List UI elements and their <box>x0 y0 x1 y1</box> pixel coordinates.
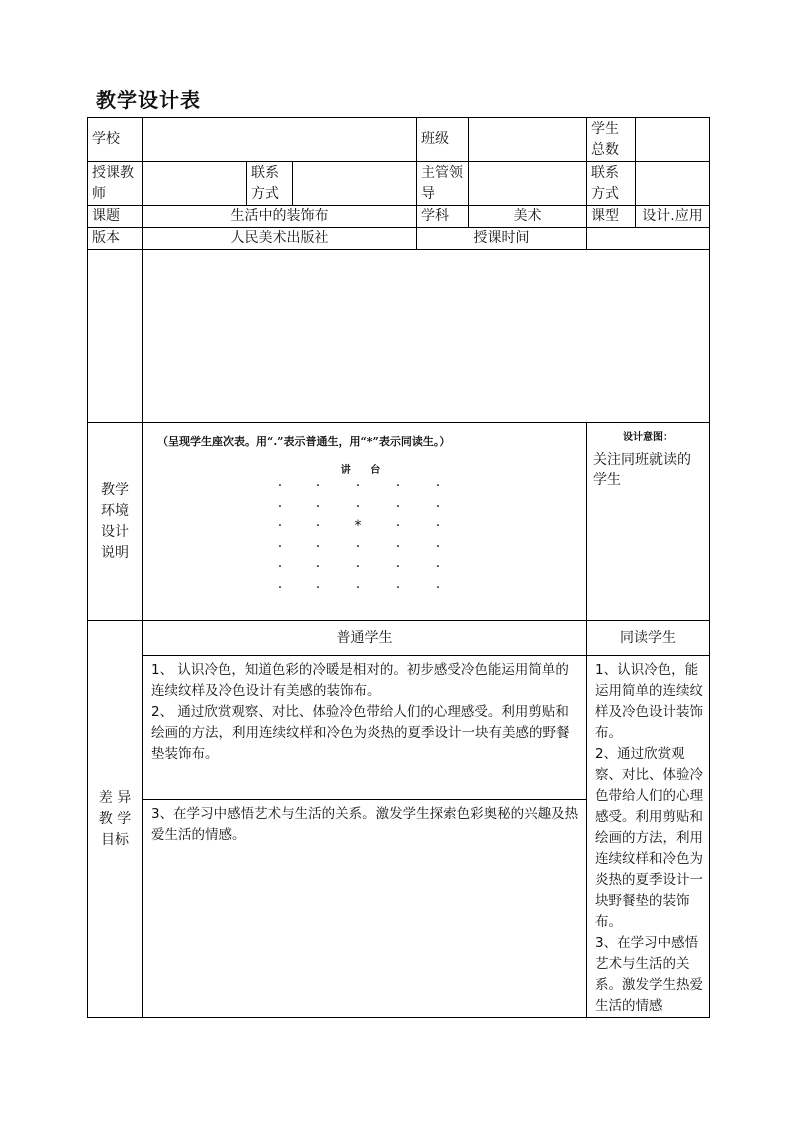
special-goal-3: 3、在学习中感悟艺术与生活的关系。激发学生热爱生活的情感 <box>595 935 703 1014</box>
total-students-field[interactable] <box>636 118 710 162</box>
time-field[interactable] <box>587 228 710 250</box>
seat-regular-student: . <box>395 474 401 490</box>
design-intent-label: 设计意图： <box>623 432 673 443</box>
podium-label: 讲 台 <box>340 465 389 476</box>
seat-regular-student: . <box>355 535 361 551</box>
total-students-label: 学生总数 <box>587 118 636 162</box>
seat-regular-student: . <box>435 474 441 490</box>
seat-regular-student: . <box>277 514 283 530</box>
seat-regular-student: . <box>355 576 361 592</box>
seat-regular-student: . <box>315 495 321 511</box>
seat-regular-student: . <box>435 495 441 511</box>
leader-label: 主管领导 <box>417 162 469 206</box>
seat-regular-student: . <box>395 555 401 571</box>
seat-regular-student: . <box>355 495 361 511</box>
normal-goal-3: 3、在学习中感悟艺术与生活的关系。激发学生探索色彩奥秘的兴趣及热爱生活的情感。 <box>151 805 579 843</box>
teacher-field[interactable] <box>143 162 247 206</box>
seat-regular-student: . <box>355 555 361 571</box>
seat-regular-student: . <box>395 514 401 530</box>
environment-label-line: 说明 <box>101 544 129 561</box>
normal-goal-2: 2、 通过欣赏观察、对比、体验冷色带给人们的心理感受。利用剪贴和绘画的方法，利用连续纹样和冷色为炎热的夏季设计一块有美感的野餐垫装饰布。 <box>151 704 570 762</box>
seat-regular-student: . <box>395 495 401 511</box>
seating-chart <box>143 423 587 621</box>
teacher-label: 授课教师 <box>88 162 143 206</box>
seat-regular-student: . <box>277 535 283 551</box>
leader-field[interactable] <box>469 162 587 206</box>
blank-label-cell <box>88 250 143 423</box>
special-goal-2: 2、通过欣赏观察、对比、体验冷色带给人们的心理感受。利用剪贴和绘画的方法，利用连续纹样和冷色为炎热的夏季设计一块野餐垫的装饰布。 <box>595 746 703 930</box>
time-label: 授课时间 <box>417 228 587 250</box>
seat-regular-student: . <box>435 535 441 551</box>
seating-note: （呈现学生座次表。用“.”表示普通生，用“*”表示同读生。） <box>157 435 451 448</box>
seat-regular-student: . <box>277 474 283 490</box>
seat-companion-student: * <box>354 518 362 534</box>
seat-regular-student: . <box>277 576 283 592</box>
design-intent-cell <box>587 423 710 621</box>
contact-label: 联系方式 <box>247 162 293 206</box>
seat-regular-student: . <box>355 474 361 490</box>
contact2-label: 联系方式 <box>587 162 636 206</box>
goals-label-line: 教 学 <box>98 810 132 827</box>
normal-goal-1: 1、 认识冷色，知道色彩的冷暖是相对的。初步感受冷色能运用简单的连续纹样及冷色设计有美感的装饰布。 <box>151 662 569 699</box>
subject-label: 学科 <box>417 206 469 228</box>
page-title: 教学设计表 <box>96 88 201 112</box>
environment-label-line: 设计 <box>101 523 129 540</box>
goals-label-line: 目标 <box>101 831 129 848</box>
environment-label-line: 环境 <box>101 502 129 519</box>
special-students-header: 同读学生 <box>587 621 710 656</box>
class-field[interactable] <box>469 118 587 162</box>
school-label: 学校 <box>88 118 143 162</box>
seat-regular-student: . <box>315 535 321 551</box>
edition-label: 版本 <box>88 228 143 250</box>
normal-students-header: 普通学生 <box>143 621 587 656</box>
type-value[interactable]: 设计.应用 <box>636 206 710 228</box>
normal-goals-a <box>143 656 587 800</box>
edition-value[interactable]: 人民美术出版社 <box>143 228 417 250</box>
seat-regular-student: . <box>435 576 441 592</box>
type-label: 课型 <box>587 206 636 228</box>
contact2-field[interactable] <box>636 162 710 206</box>
school-field[interactable] <box>143 118 417 162</box>
environment-label <box>88 423 143 621</box>
seat-regular-student: . <box>277 555 283 571</box>
seat-regular-student: . <box>315 576 321 592</box>
special-goals <box>587 656 710 1018</box>
lesson-design-table <box>87 117 710 1018</box>
contact-field[interactable] <box>293 162 417 206</box>
seat-regular-student: . <box>315 474 321 490</box>
topic-label: 课题 <box>88 206 143 228</box>
seat-regular-student: . <box>435 555 441 571</box>
special-goal-1: 1、认识冷色，能运用简单的连续纹样及冷色设计装饰布。 <box>595 662 703 741</box>
design-intent-text: 关注同班就读的学生 <box>593 452 691 488</box>
seat-regular-student: . <box>435 514 441 530</box>
seat-regular-student: . <box>395 535 401 551</box>
normal-goals-b <box>143 799 587 1017</box>
goals-label <box>88 621 143 1018</box>
goals-label-line: 差 异 <box>98 789 132 806</box>
seat-regular-student: . <box>277 495 283 511</box>
blank-content-area[interactable] <box>143 250 710 423</box>
subject-value[interactable]: 美术 <box>469 206 587 228</box>
seat-regular-student: . <box>395 576 401 592</box>
environment-label-line: 教学 <box>101 481 129 498</box>
seat-regular-student: . <box>315 555 321 571</box>
topic-value[interactable]: 生活中的装饰布 <box>143 206 417 228</box>
seat-regular-student: . <box>315 514 321 530</box>
class-label: 班级 <box>417 118 469 162</box>
